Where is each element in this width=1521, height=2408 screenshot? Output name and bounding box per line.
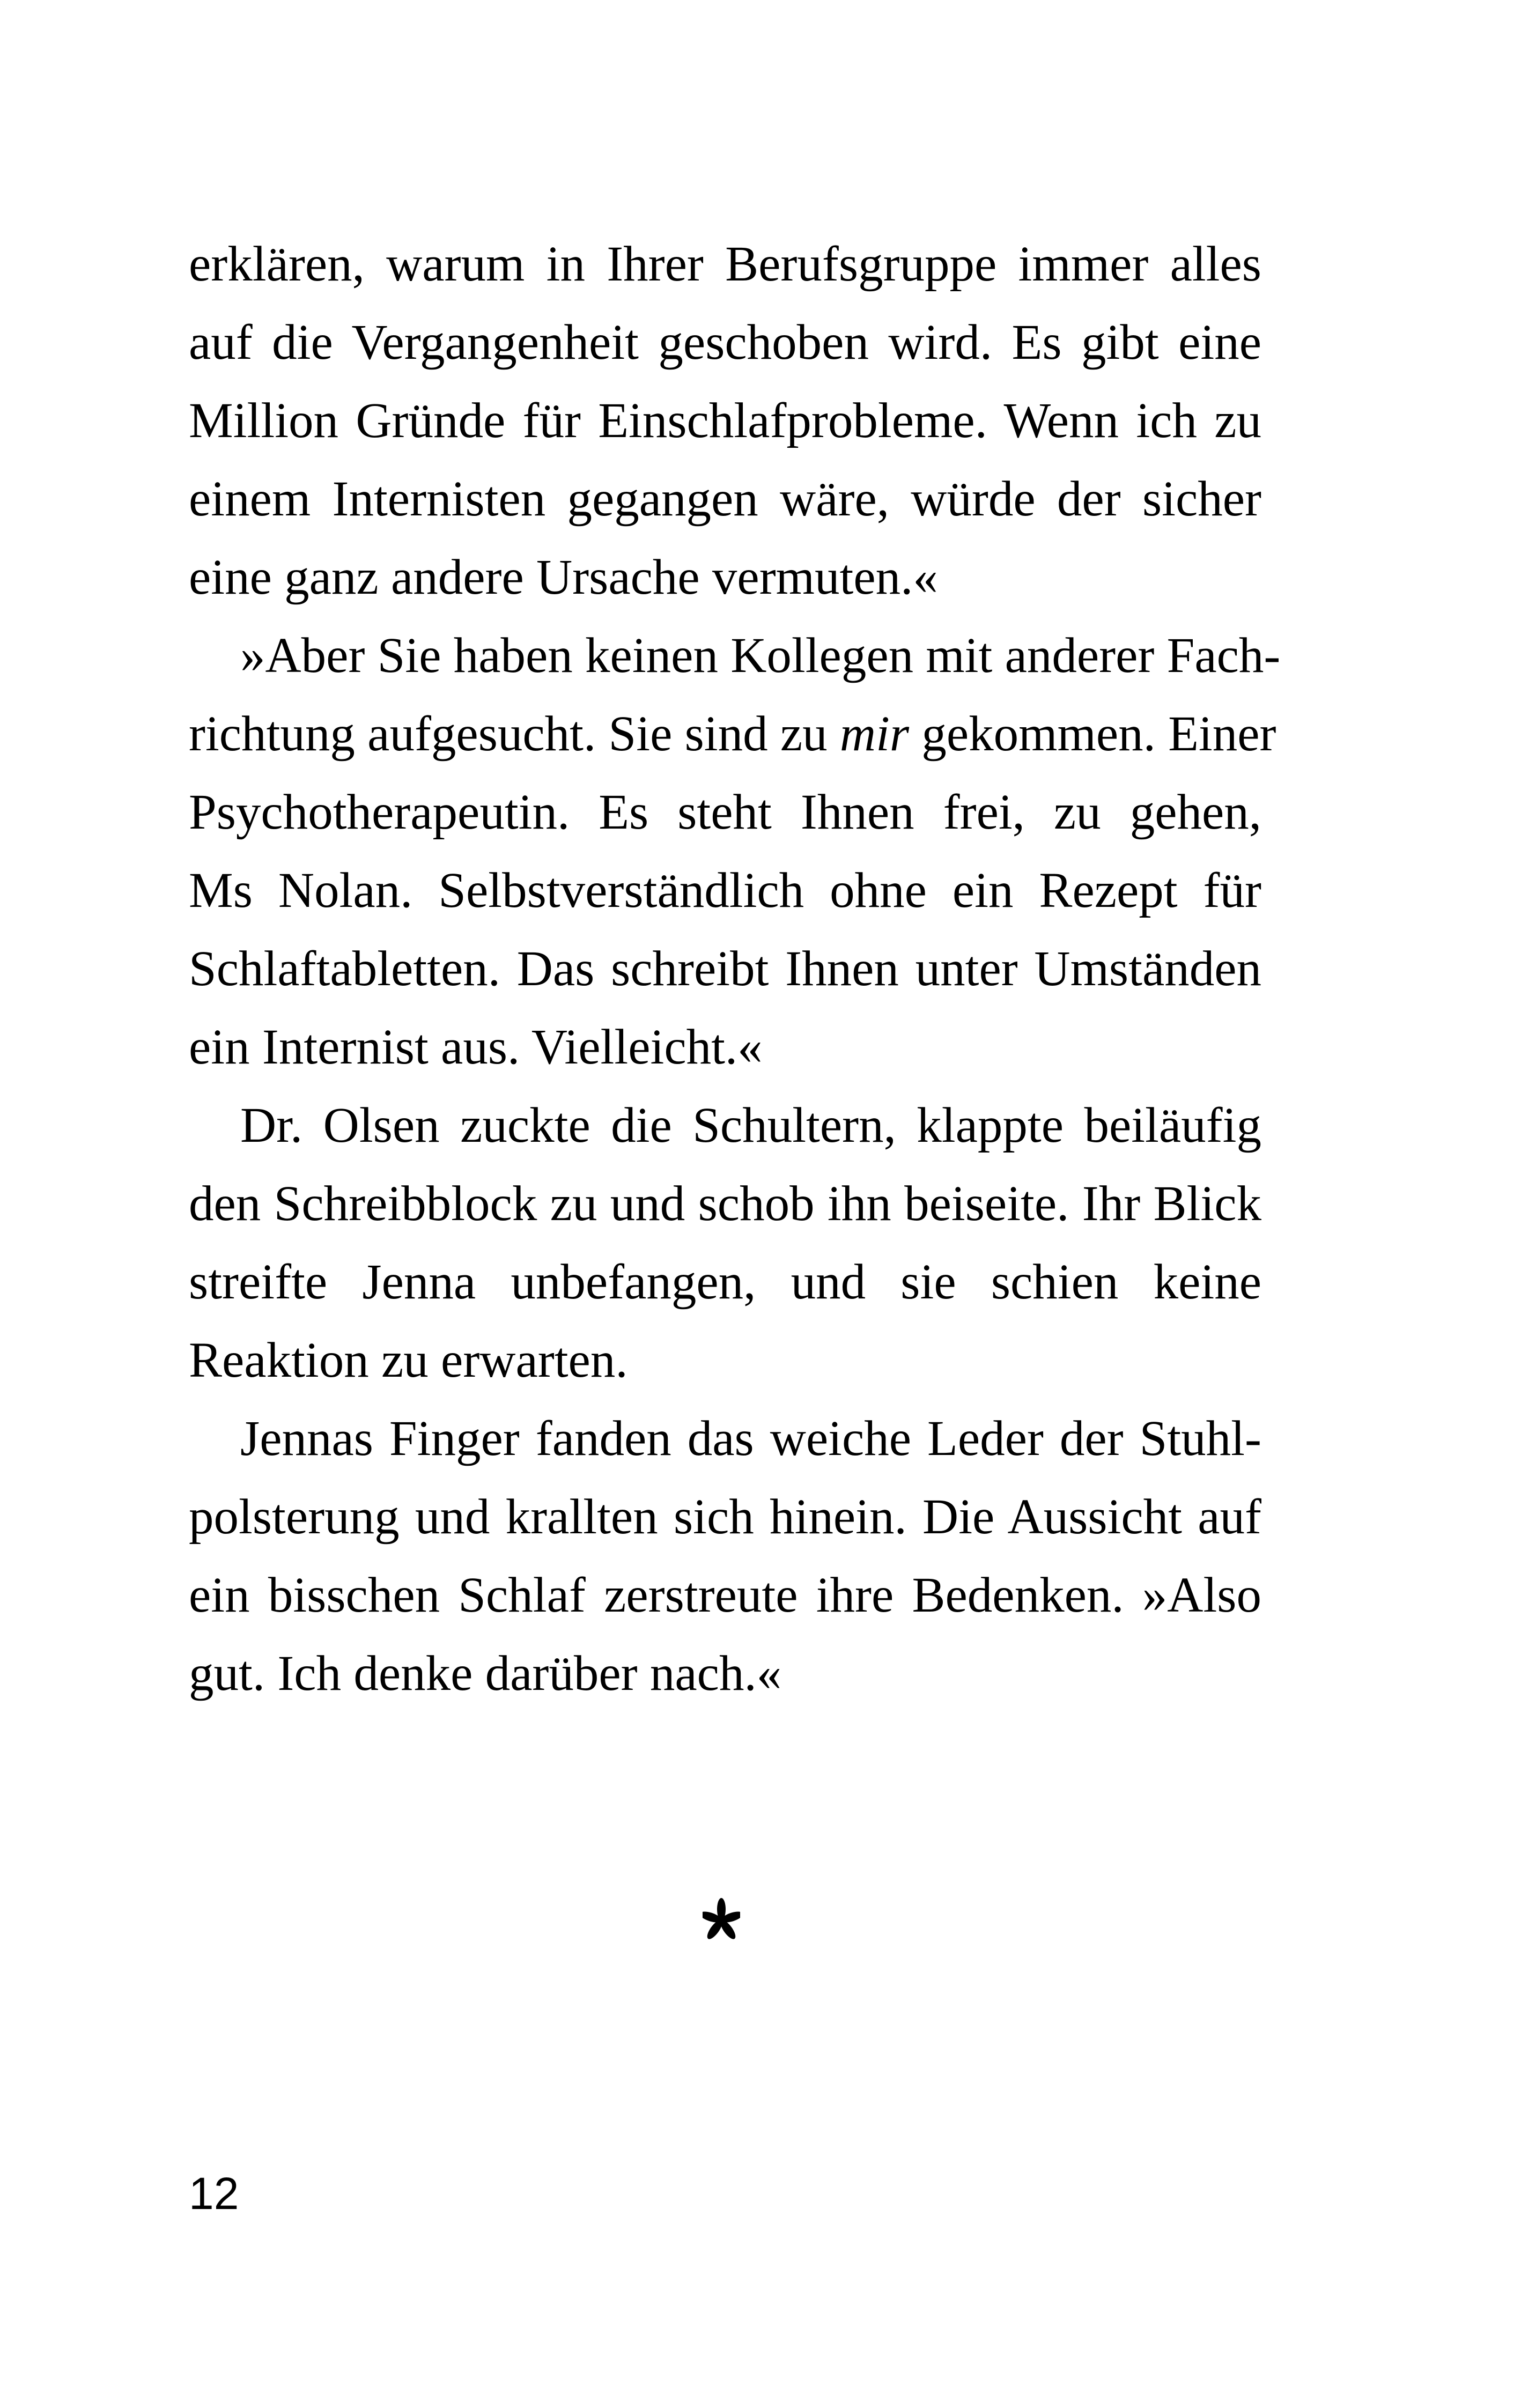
page-number: 12	[189, 2168, 239, 2219]
text-line: polsterung und krallten sich hinein. Die Aussicht auf	[189, 1489, 1261, 1545]
text-line: Psychotherapeutin. Es steht Ihnen frei, zu gehen,	[189, 785, 1261, 840]
text-line: einem Internisten gegangen wäre, würde der sicher	[189, 471, 1261, 527]
text-line: ein bisschen Schlaf zerstreute ihre Bedenken. »Also	[189, 1568, 1261, 1623]
text-line	[189, 695, 1276, 773]
text-line: auf die Vergangenheit geschoben wird. Es gibt eine	[189, 315, 1261, 370]
text-line: den Schreibblock zu und schob ihn beiseite. Ihr Blick	[189, 1176, 1261, 1231]
text-line: »Aber Sie haben keinen Kollegen mit anderer Fach-	[240, 628, 1281, 683]
text-run: gekommen. Einer	[909, 706, 1276, 762]
text-line: Ms Nolan. Selbstverständlich ohne ein Rezept für	[189, 863, 1261, 918]
text-line: streifte Jenna unbefangen, und sie schien keine	[189, 1254, 1261, 1310]
text-line: eine ganz andere Ursache vermuten.«	[189, 550, 938, 605]
text-line: Dr. Olsen zuckte die Schultern, klappte beiläufig	[240, 1098, 1261, 1153]
text-line: Million Gründe für Einschlafprobleme. Wenn ich zu	[189, 393, 1261, 448]
text-line: Schlaftabletten. Das schreibt Ihnen unter Umständen	[189, 941, 1261, 996]
text-run: richtung aufgesucht. Sie sind zu	[189, 706, 840, 762]
emphasized-word: mir	[839, 706, 910, 762]
text-line: erklären, warum in Ihrer Berufsgruppe immer alles	[189, 237, 1261, 292]
asterisk-icon	[703, 1896, 740, 1945]
text-line: Jennas Finger fanden das weiche Leder der Stuhl-	[240, 1411, 1261, 1466]
text-line: ein Internist aus. Vielleicht.«	[189, 1020, 763, 1075]
text-line: gut. Ich denke darüber nach.«	[189, 1646, 782, 1701]
text-line: Reaktion zu erwarten.	[189, 1333, 628, 1388]
